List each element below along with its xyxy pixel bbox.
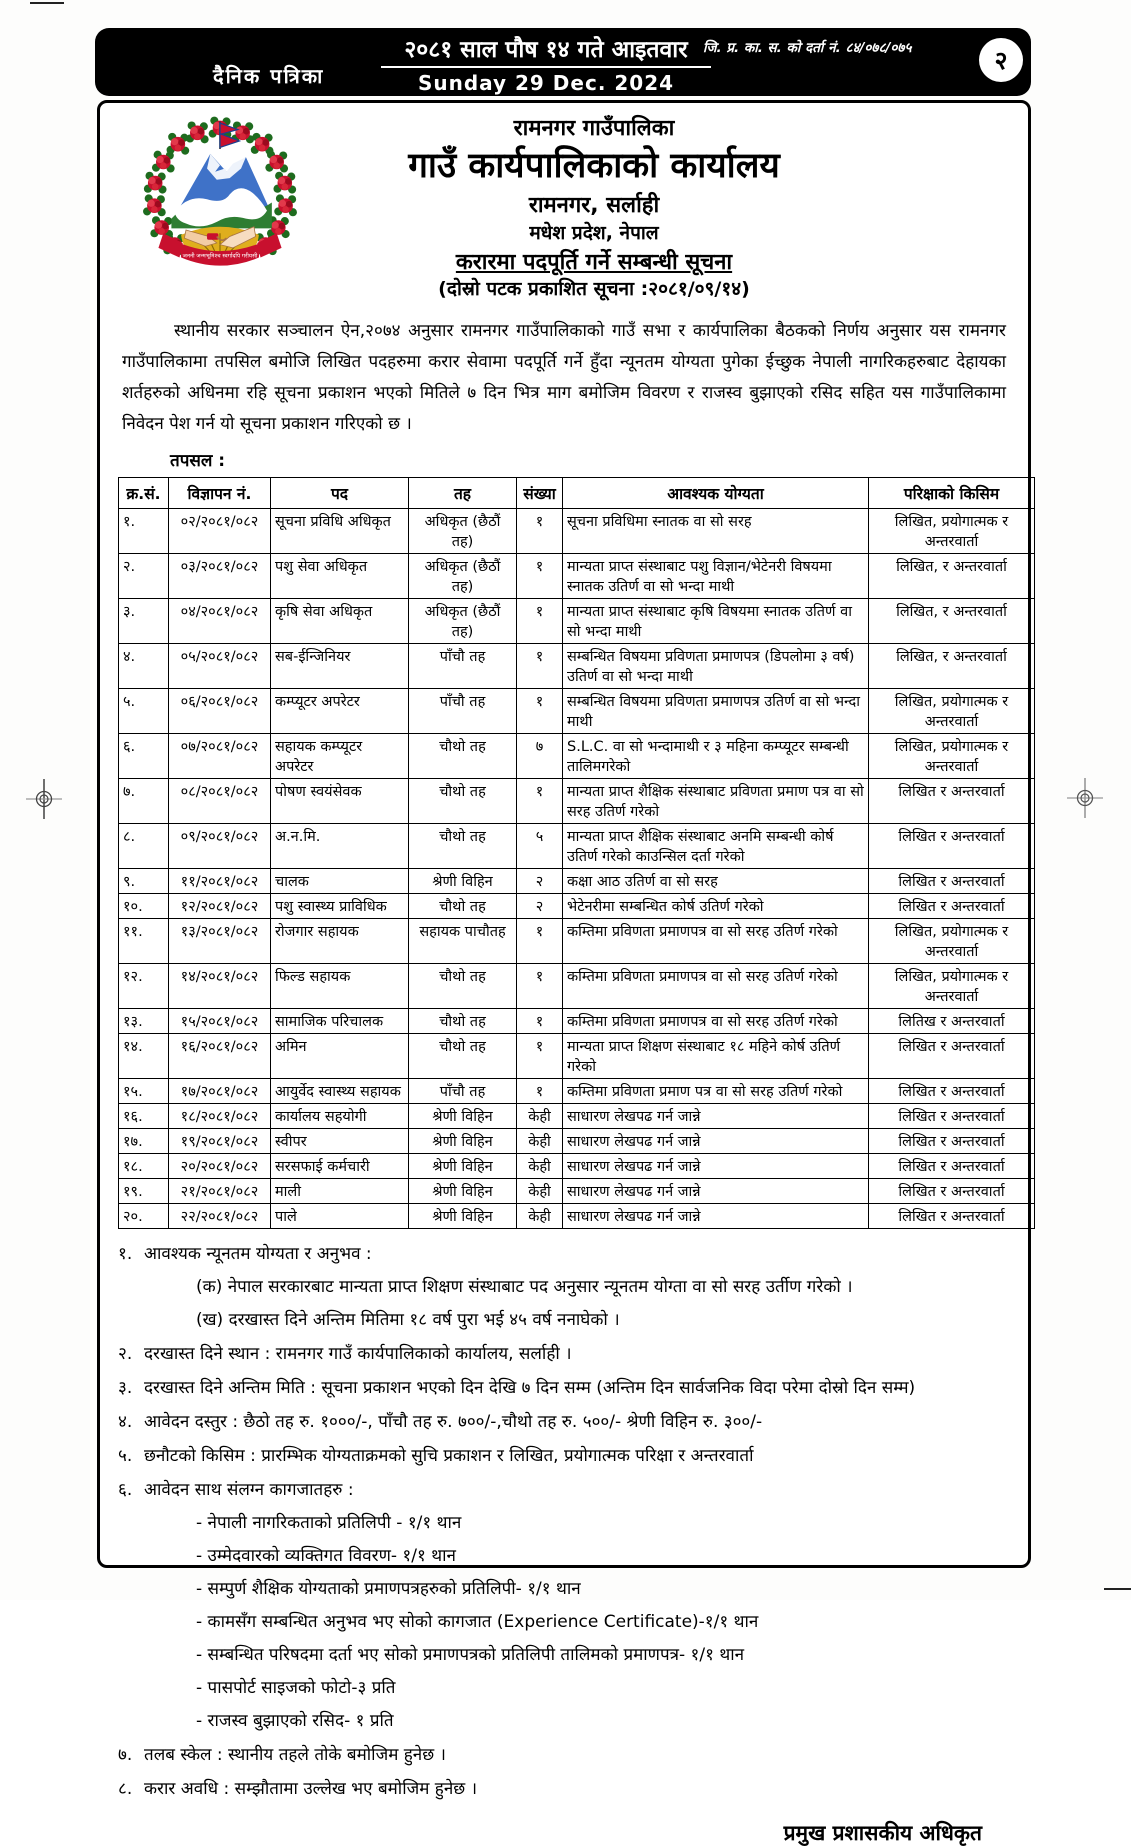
cell-exam: लिखित र अन्तरवार्ता — [869, 868, 1035, 893]
cell-exam: लिखित र अन्तरवार्ता — [869, 1153, 1035, 1178]
cell-exam: लिखित र अन्तरवार्ता — [869, 1128, 1035, 1153]
tapasil-label: तपसल : — [170, 450, 226, 471]
table-row — [119, 963, 1035, 1008]
cell-post: सामाजिक परिचालक — [271, 1008, 409, 1033]
cell-count: २ — [517, 893, 563, 918]
condition-number: ३. — [118, 1377, 133, 1398]
cell-qualification: मान्यता प्राप्त शैक्षिक संस्थाबाट अनमि सम्बन्धी कोर्ष उतिर्ण गरेको काउन्सिल दर्ता गरेको — [563, 823, 869, 868]
cell-count: १ — [517, 598, 563, 643]
condition-number: ६. — [118, 1479, 133, 1500]
cell-adv_no: ०८/२०८१/०८२ — [169, 778, 271, 823]
cell-count: केही — [517, 1203, 563, 1228]
cell-sn: १८. — [119, 1153, 169, 1178]
cell-count: केही — [517, 1153, 563, 1178]
table-row — [119, 598, 1035, 643]
cell-post: कार्यालय सहयोगी — [271, 1103, 409, 1128]
cell-level: चौथो तह — [409, 963, 517, 1008]
column-header-qualification: आवश्यक योग्यता — [563, 477, 869, 508]
condition-subitem: - नेपाली नागरिकताको प्रतिलिपी - १/१ थान — [196, 1512, 462, 1533]
cell-adv_no: १७/२०८१/०८२ — [169, 1078, 271, 1103]
column-header-count: संख्या — [517, 477, 563, 508]
condition-number: १. — [118, 1243, 133, 1264]
condition-number: २. — [118, 1343, 133, 1364]
table-row — [119, 1203, 1035, 1228]
cell-qualification: मान्यता प्राप्त संस्थाबाट कृषि विषयमा स्नातक उतिर्ण वा सो भन्दा माथी — [563, 598, 869, 643]
cell-level: अधिकृत (छैठौं तह) — [409, 598, 517, 643]
cell-exam: लिखित, र अन्तरवार्ता — [869, 553, 1035, 598]
cell-sn: १४. — [119, 1033, 169, 1078]
cell-sn: ३. — [119, 598, 169, 643]
cell-sn: १६. — [119, 1103, 169, 1128]
cell-level: चौथो तह — [409, 1033, 517, 1078]
cell-exam: लिखित, प्रयोगात्मक र अन्तरवार्ता — [869, 688, 1035, 733]
registration-mark-left — [24, 779, 64, 819]
cell-exam: लितिख र अन्तरवार्ता — [869, 1008, 1035, 1033]
cell-count: केही — [517, 1178, 563, 1203]
signature-line: प्रमुख प्रशासकीय अधिकृत — [783, 1820, 982, 1845]
table-row — [119, 778, 1035, 823]
page-number-badge — [979, 38, 1023, 82]
cell-count: १ — [517, 1033, 563, 1078]
condition-subitem: - पासपोर्ट साइजको फोटो-३ प्रति — [196, 1677, 396, 1698]
cell-sn: ५. — [119, 688, 169, 733]
table-row — [119, 553, 1035, 598]
cell-level: अधिकृत (छैठौं तह) — [409, 553, 517, 598]
cell-exam: लिखित र अन्तरवार्ता — [869, 778, 1035, 823]
condition-item — [118, 1341, 1010, 1364]
cell-adv_no: १६/२०८१/०८२ — [169, 1033, 271, 1078]
table-row — [119, 1178, 1035, 1203]
condition-item — [118, 1409, 1010, 1432]
condition-text: तलब स्केल : स्थानीय तहले तोके बमोजिम हुनेछ । — [144, 1744, 446, 1765]
municipality-name: रामनगर गाउँपालिका — [513, 116, 675, 141]
cell-post: अ.न.मि. — [271, 823, 409, 868]
condition-subitem: - सम्पुर्ण शैक्षिक योग्यताको प्रमाणपत्रहरुको प्रतिलिपी- १/१ थान — [196, 1578, 581, 1599]
publication-note: (दोस्रो पटक प्रकाशित सूचना :२०८१/०९/१४) — [438, 278, 750, 300]
column-header-exam: परिक्षाको किसिम — [869, 477, 1035, 508]
cell-adv_no: ०२/२०८१/०८२ — [169, 508, 271, 553]
vacancy-table — [118, 477, 1035, 1229]
condition-item — [118, 1241, 1010, 1264]
cell-adv_no: १२/२०८१/०८२ — [169, 893, 271, 918]
cell-adv_no: ०६/२०८१/०८२ — [169, 688, 271, 733]
cell-qualification: भेटेनरीमा सम्बन्धित कोर्ष उतिर्ण गरेको — [563, 893, 869, 918]
table-row — [119, 893, 1035, 918]
cell-count: केही — [517, 1128, 563, 1153]
condition-number: ८. — [118, 1778, 133, 1799]
cell-exam: लिखित र अन्तरवार्ता — [869, 1103, 1035, 1128]
cell-exam: लिखित, र अन्तरवार्ता — [869, 598, 1035, 643]
notice-box — [97, 100, 1031, 1845]
cell-adv_no: २१/२०८१/०८२ — [169, 1178, 271, 1203]
print-tick-bottom-right — [1104, 1588, 1131, 1590]
vacancy-table-body — [119, 508, 1035, 1228]
cell-count: १ — [517, 553, 563, 598]
table-row — [119, 688, 1035, 733]
condition-text: आवश्यक न्यूनतम योग्यता र अनुभव : — [144, 1243, 372, 1264]
cell-sn: १५. — [119, 1078, 169, 1103]
cell-post: कम्प्यूटर अपरेटर — [271, 688, 409, 733]
newspaper-masthead — [95, 28, 1031, 96]
cell-post: स्वीपर — [271, 1128, 409, 1153]
registration-mark-right — [1065, 778, 1105, 818]
cell-level: चौथो तह — [409, 1008, 517, 1033]
conditions-list — [118, 1241, 1010, 1799]
cell-post: आयुर्वेद स्वास्थ्य सहायक — [271, 1078, 409, 1103]
nepali-date: २०८१ साल पौष १४ गते आइतवार — [404, 37, 688, 63]
condition-text: करार अवधि : सम्झौतामा उल्लेख भए बमोजिम हुनेछ । — [144, 1778, 478, 1799]
english-date: Sunday 29 Dec. 2024 — [417, 71, 675, 95]
cell-qualification: सम्बन्धित विषयमा प्रविणता प्रमाणपत्र (डिपलोमा ३ वर्ष) उतिर्ण वा सो भन्दा माथी — [563, 643, 869, 688]
cell-sn: १७. — [119, 1128, 169, 1153]
cell-qualification: कम्तिमा प्रविणता प्रमाणपत्र वा सो सरह उतिर्ण गरेको — [563, 1008, 869, 1033]
column-header-sn: क्र.सं. — [119, 477, 169, 508]
cell-level: चौथो तह — [409, 778, 517, 823]
cell-qualification: साधारण लेखपढ गर्न जान्ने — [563, 1203, 869, 1228]
cell-qualification: साधारण लेखपढ गर्न जान्ने — [563, 1128, 869, 1153]
page-number: २ — [994, 46, 1008, 75]
condition-text: दरखास्त दिने स्थान : रामनगर गाउँ कार्यपालिकाको कार्यालय, सर्लाही । — [144, 1343, 572, 1364]
cell-adv_no: ०७/२०८१/०८२ — [169, 733, 271, 778]
cell-post: माली — [271, 1178, 409, 1203]
cell-count: २ — [517, 868, 563, 893]
province-line: मधेश प्रदेश, नेपाल — [529, 221, 659, 244]
cell-sn: १२. — [119, 963, 169, 1008]
office-address: रामनगर, सर्लाही — [528, 193, 660, 219]
condition-item — [118, 1375, 1010, 1398]
cell-adv_no: २०/२०८१/०८२ — [169, 1153, 271, 1178]
cell-qualification: S.L.C. वा सो भन्दामाथी र ३ महिना कम्प्यूटर सम्बन्धी तालिमगरेको — [563, 733, 869, 778]
column-header-level: तह — [409, 477, 517, 508]
cell-qualification: साधारण लेखपढ गर्न जान्ने — [563, 1103, 869, 1128]
cell-post: चालक — [271, 868, 409, 893]
cell-qualification: सम्बन्धित विषयमा प्रविणता प्रमाणपत्र उतिर्ण वा सो भन्दा माथी — [563, 688, 869, 733]
table-row — [119, 643, 1035, 688]
cell-qualification: साधारण लेखपढ गर्न जान्ने — [563, 1178, 869, 1203]
cell-adv_no: १८/२०८१/०८२ — [169, 1103, 271, 1128]
print-tick-top-left — [30, 2, 64, 4]
cell-post: पशु सेवा अधिकृत — [271, 553, 409, 598]
condition-subitem: (ख) दरखास्त दिने अन्तिम मितिमा १८ वर्ष पुरा भई ४५ वर्ष ननाघेको । — [196, 1309, 620, 1330]
notice-body-paragraph: स्थानीय सरकार सञ्चालन ऐन,२०७४ अनुसार रामनगर गाउँपालिकाको गाउँ सभा र कार्यपालिका बैठकको निर्णय अनुसार यस रामनगर गाउँपालिकामा तपसिल बमोजि लिखित पदहरुमा करार सेवामा पदपूर्ति गर्ने हुँदा न्यूनतम योग्यता पुगेका ईच्छुक नेपाली नागरिकहरुबाट देहायका शर्तहरुको अधिनमा रहि सूचना प्रकाशन भएको मितिले ७ दिन भित्र माग बमोजिम विवरण र राजस्व बुझाएको रसिद सहित यस गाउँपालिकामा निवेदन पेश गर्न यो सूचना प्रकाशन गरिएको छ । — [122, 320, 1006, 434]
condition-subitem: - उम्मेदवारको व्यक्तिगत विवरण- १/१ थान — [196, 1545, 456, 1566]
cell-adv_no: ०९/२०८१/०८२ — [169, 823, 271, 868]
cell-sn: ११. — [119, 918, 169, 963]
table-row — [119, 1033, 1035, 1078]
cell-post: पशु स्वास्थ्य प्राविधिक — [271, 893, 409, 918]
office-title: गाउँ कार्यपालिकाको कार्यालय — [408, 145, 780, 186]
cell-count: १ — [517, 508, 563, 553]
cell-exam: लिखित, प्रयोगात्मक र अन्तरवार्ता — [869, 918, 1035, 963]
cell-exam: लिखित र अन्तरवार्ता — [869, 823, 1035, 868]
condition-text: दरखास्त दिने अन्तिम मिति : सूचना प्रकाशन भएको दिन देखि ७ दिन सम्म (अन्तिम दिन सार्वजनिक विदा परेमा दोस्रो दिन सम्म) — [144, 1377, 916, 1398]
cell-sn: १. — [119, 508, 169, 553]
cell-level: पाँचौ तह — [409, 1078, 517, 1103]
table-row — [119, 1103, 1035, 1128]
cell-count: १ — [517, 963, 563, 1008]
cell-level: सहायक पाचौतह — [409, 918, 517, 963]
condition-text: आवेदन साथ संलग्न कागजातहरु : — [144, 1479, 354, 1500]
cell-adv_no: १४/२०८१/०८२ — [169, 963, 271, 1008]
table-row — [119, 1153, 1035, 1178]
cell-qualification: कक्षा आठ उतिर्ण वा सो सरह — [563, 868, 869, 893]
condition-number: ५. — [118, 1445, 133, 1466]
cell-sn: २. — [119, 553, 169, 598]
cell-adv_no: ०४/२०८१/०८२ — [169, 598, 271, 643]
cell-post: सरसफाई कर्मचारी — [271, 1153, 409, 1178]
condition-number: ७. — [118, 1744, 133, 1765]
cell-count: ५ — [517, 823, 563, 868]
condition-item — [118, 1477, 1010, 1500]
masthead-date-block — [381, 32, 711, 95]
cell-sn: ८. — [119, 823, 169, 868]
cell-level: पाँचौ तह — [409, 643, 517, 688]
condition-subitem: - कामसँग सम्बन्धित अनुभव भए सोको कागजात (Experience Certificate)-१/१ थान — [196, 1611, 759, 1632]
cell-qualification: मान्यता प्राप्त शिक्षण संस्थाबाट १८ महिने कोर्ष उतिर्ण गरेको — [563, 1033, 869, 1078]
condition-number: ४. — [118, 1411, 133, 1432]
cell-level: श्रेणी विहिन — [409, 868, 517, 893]
cell-level: चौथो तह — [409, 823, 517, 868]
cell-exam: लिखित र अन्तरवार्ता — [869, 1178, 1035, 1203]
cell-sn: २०. — [119, 1203, 169, 1228]
cell-level: श्रेणी विहिन — [409, 1203, 517, 1228]
cell-post: पोषण स्वयंसेवक — [271, 778, 409, 823]
table-row — [119, 1008, 1035, 1033]
cell-qualification: सूचना प्रविधिमा स्नातक वा सो सरह — [563, 508, 869, 553]
table-row — [119, 508, 1035, 553]
cell-level: श्रेणी विहिन — [409, 1103, 517, 1128]
condition-item — [118, 1742, 1010, 1765]
registration-number: जि. प्र. का. स. को दर्ता नं. ८४/०७८/०७५ — [703, 40, 912, 56]
cell-adv_no: ०३/२०८१/०८२ — [169, 553, 271, 598]
cell-count: १ — [517, 778, 563, 823]
cell-adv_no: १५/२०८१/०८२ — [169, 1008, 271, 1033]
paper-name: दैनिक पत्रिका — [213, 64, 325, 88]
cell-sn: ४. — [119, 643, 169, 688]
condition-subitem: - सम्बन्धित परिषदमा दर्ता भए सोको प्रमाणपत्रको प्रतिलिपी तालिमको प्रमाणपत्र- १/१ थान — [196, 1644, 745, 1665]
cell-count: १ — [517, 688, 563, 733]
cell-count: केही — [517, 1103, 563, 1128]
cell-count: १ — [517, 643, 563, 688]
cell-count: १ — [517, 1008, 563, 1033]
cell-post: सहायक कम्प्यूटर अपरेटर — [271, 733, 409, 778]
cell-adv_no: ०५/२०८१/०८२ — [169, 643, 271, 688]
column-header-adv_no: विज्ञापन नं. — [169, 477, 271, 508]
table-row — [119, 1078, 1035, 1103]
cell-exam: लिखित, प्रयोगात्मक र अन्तरवार्ता — [869, 963, 1035, 1008]
cell-qualification: कम्तिमा प्रविणता प्रमाण पत्र वा सो सरह उतिर्ण गरेको — [563, 1078, 869, 1103]
condition-text: आवेदन दस्तुर : छैठो तह रु. १०००/-, पाँचौ तह रु. ७००/-,चौथो तह रु. ५००/- श्रेणी विहिन रु. ३००/- — [144, 1411, 763, 1432]
date-divider — [381, 66, 711, 68]
cell-sn: १३. — [119, 1008, 169, 1033]
cell-level: पाँचौ तह — [409, 688, 517, 733]
cell-adv_no: १९/२०८१/०८२ — [169, 1128, 271, 1153]
cell-sn: ९. — [119, 868, 169, 893]
municipality-emblem-logo — [136, 115, 304, 277]
cell-post: कृषि सेवा अधिकृत — [271, 598, 409, 643]
table-header-row — [119, 477, 1035, 508]
condition-item — [118, 1776, 1010, 1799]
condition-subitem: - राजस्व बुझाएको रसिद- १ प्रति — [196, 1710, 394, 1731]
cell-exam: लिखित र अन्तरवार्ता — [869, 1078, 1035, 1103]
cell-exam: लिखित, प्रयोगात्मक र अन्तरवार्ता — [869, 508, 1035, 553]
cell-qualification: कम्तिमा प्रविणता प्रमाणपत्र वा सो सरह उतिर्ण गरेको — [563, 963, 869, 1008]
cell-qualification: मान्यता प्राप्त शैक्षिक संस्थाबाट प्रविणता प्रमाण पत्र वा सो सरह उतिर्ण गरेको — [563, 778, 869, 823]
condition-subitem: (क) नेपाल सरकारबाट मान्यता प्राप्त शिक्षण संस्थाबाट पद अनुसार न्यूनतम योग्ता वा सो सरह उर्तीण गरेको । — [196, 1276, 853, 1297]
cell-level: श्रेणी विहिन — [409, 1128, 517, 1153]
cell-sn: १०. — [119, 893, 169, 918]
cell-sn: १९. — [119, 1178, 169, 1203]
cell-exam: लिखित, प्रयोगात्मक र अन्तरवार्ता — [869, 733, 1035, 778]
cell-count: १ — [517, 1078, 563, 1103]
cell-sn: ७. — [119, 778, 169, 823]
notice-subject: करारमा पदपूर्ति गर्ने सम्बन्धी सूचना — [455, 249, 733, 275]
cell-level: अधिकृत (छैठौं तह) — [409, 508, 517, 553]
logo-motto: जननी जन्मभूमिश्च स्वर्गादपि गरीयसी — [182, 253, 258, 260]
cell-exam: लिखित र अन्तरवार्ता — [869, 893, 1035, 918]
cell-sn: ६. — [119, 733, 169, 778]
cell-qualification: कम्तिमा प्रविणता प्रमाणपत्र वा सो सरह उतिर्ण गरेको — [563, 918, 869, 963]
cell-exam: लिखित र अन्तरवार्ता — [869, 1203, 1035, 1228]
cell-count: १ — [517, 918, 563, 963]
cell-post: रोजगार सहायक — [271, 918, 409, 963]
cell-adv_no: ११/२०८१/०८२ — [169, 868, 271, 893]
table-row — [119, 823, 1035, 868]
table-row — [119, 1128, 1035, 1153]
cell-post: सूचना प्रविधि अधिकृत — [271, 508, 409, 553]
cell-exam: लिखित र अन्तरवार्ता — [869, 1033, 1035, 1078]
cell-level: श्रेणी विहिन — [409, 1153, 517, 1178]
cell-level: चौथो तह — [409, 733, 517, 778]
cell-post: अमिन — [271, 1033, 409, 1078]
cell-adv_no: १३/२०८१/०८२ — [169, 918, 271, 963]
condition-item — [118, 1443, 1010, 1466]
cell-qualification: मान्यता प्राप्त संस्थाबाट पशु विज्ञान/भेटेनरी विषयमा स्नातक उतिर्ण वा सो भन्दा माथी — [563, 553, 869, 598]
table-row — [119, 733, 1035, 778]
table-row — [119, 918, 1035, 963]
cell-count: ७ — [517, 733, 563, 778]
cell-level: श्रेणी विहिन — [409, 1178, 517, 1203]
cell-qualification: साधारण लेखपढ गर्न जान्ने — [563, 1153, 869, 1178]
cell-post: फिल्ड सहायक — [271, 963, 409, 1008]
cell-exam: लिखित, र अन्तरवार्ता — [869, 643, 1035, 688]
cell-level: चौथो तह — [409, 893, 517, 918]
cell-adv_no: २२/२०८१/०८२ — [169, 1203, 271, 1228]
cell-post: पाले — [271, 1203, 409, 1228]
cell-post: सब-ईन्जिनियर — [271, 643, 409, 688]
column-header-post: पद — [271, 477, 409, 508]
condition-text: छनौटको किसिम : प्रारम्भिक योग्यताक्रमको सुचि प्रकाशन र लिखित, प्रयोगात्मक परिक्षा र अन्तरवार्ता — [144, 1445, 754, 1466]
table-row — [119, 868, 1035, 893]
